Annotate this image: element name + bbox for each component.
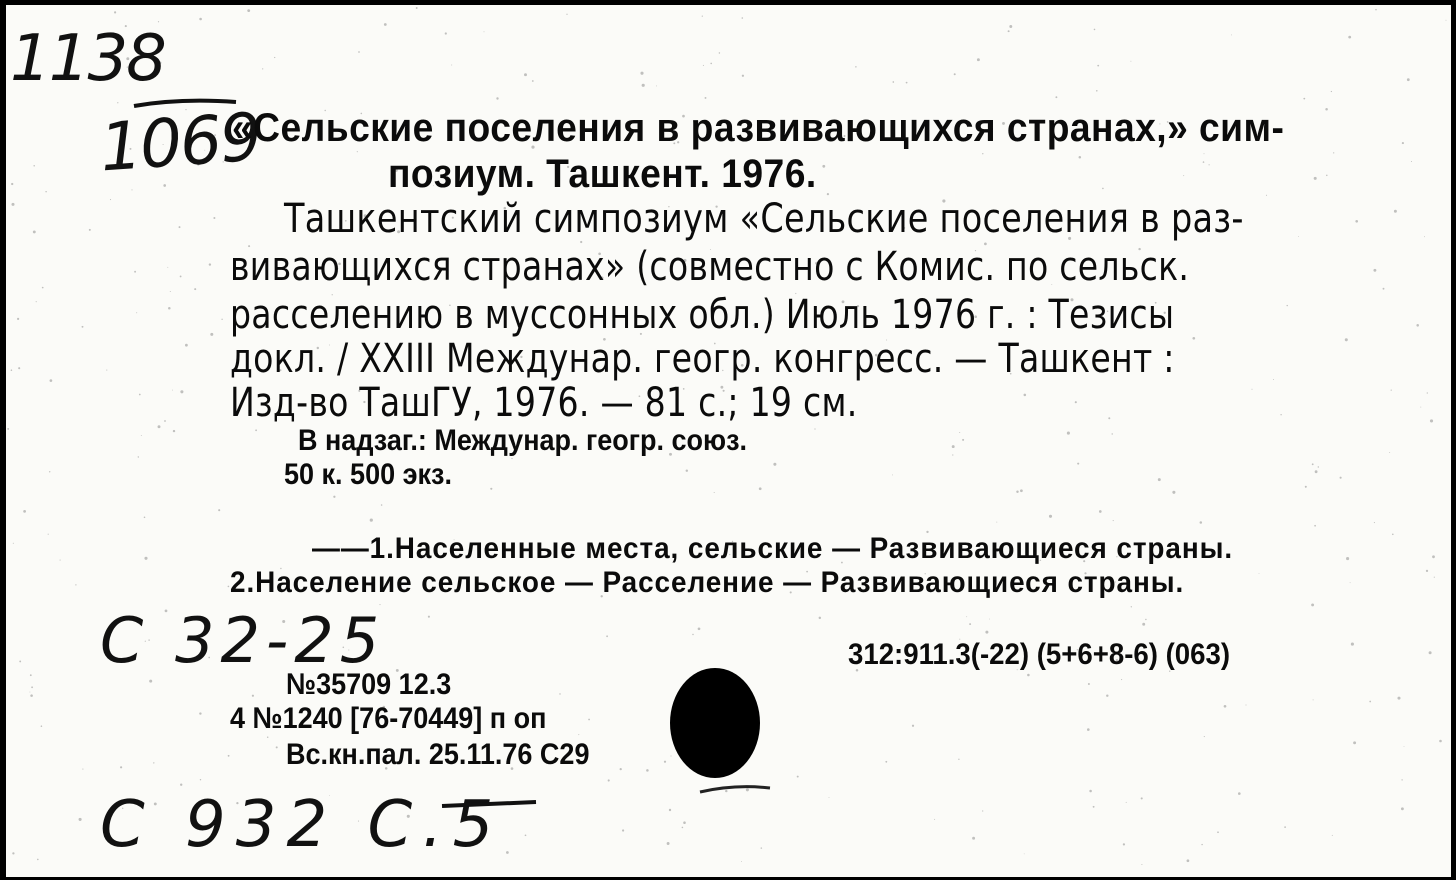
- handwritten-class-code-1: С 32-25: [100, 604, 386, 677]
- subject-line-2: 2.Население сельское — Расселение — Развивающиеся страны.: [230, 566, 1185, 599]
- udc-code: 312:911.3(-22) (5+6+8-6) (063): [848, 638, 1231, 671]
- handwritten-number-second: 1069: [97, 98, 263, 187]
- subject-line-1: ——1.Населенные места, сельские — Развивающиеся страны.: [312, 532, 1234, 565]
- registry-line-2: 4 №1240 [76-70449] п оп: [230, 702, 547, 735]
- handwritten-class-code-2: С 932 С.5: [100, 788, 504, 862]
- description-line-1: Ташкентский симпозиум «Сельские поселения в раз-: [284, 196, 1244, 242]
- handwritten-stroke: [440, 798, 540, 812]
- registry-line-3: Вс.кн.пал. 25.11.76 С29: [286, 738, 590, 771]
- card-heading-line1: «Сельские поселения в развивающихся странах,» сим-: [232, 106, 1285, 150]
- card-heading-line2: позиум. Ташкент. 1976.: [388, 152, 817, 196]
- registry-line-1: №35709 12.3: [286, 668, 452, 701]
- punch-hole: [670, 668, 760, 778]
- description-line-5: Изд-во ТашГУ, 1976. — 81 с.; 19 см.: [230, 380, 858, 426]
- description-line-4: докл. / XXIII Междунар. геогр. конгресс. — Ташкент :: [230, 336, 1175, 382]
- description-line-3: расселению в муссонных обл.) Июль 1976 г. : Тезисы: [230, 292, 1175, 338]
- note-price: 50 к. 500 экз.: [284, 458, 452, 491]
- description-line-2: вивающихся странах» (совместно с Комис. по сельск.: [230, 244, 1190, 290]
- note-header: В надзаг.: Междунар. геогр. союз.: [298, 424, 748, 457]
- handwritten-number-top: 1138: [10, 22, 165, 96]
- punch-hole-smudge: [690, 770, 780, 800]
